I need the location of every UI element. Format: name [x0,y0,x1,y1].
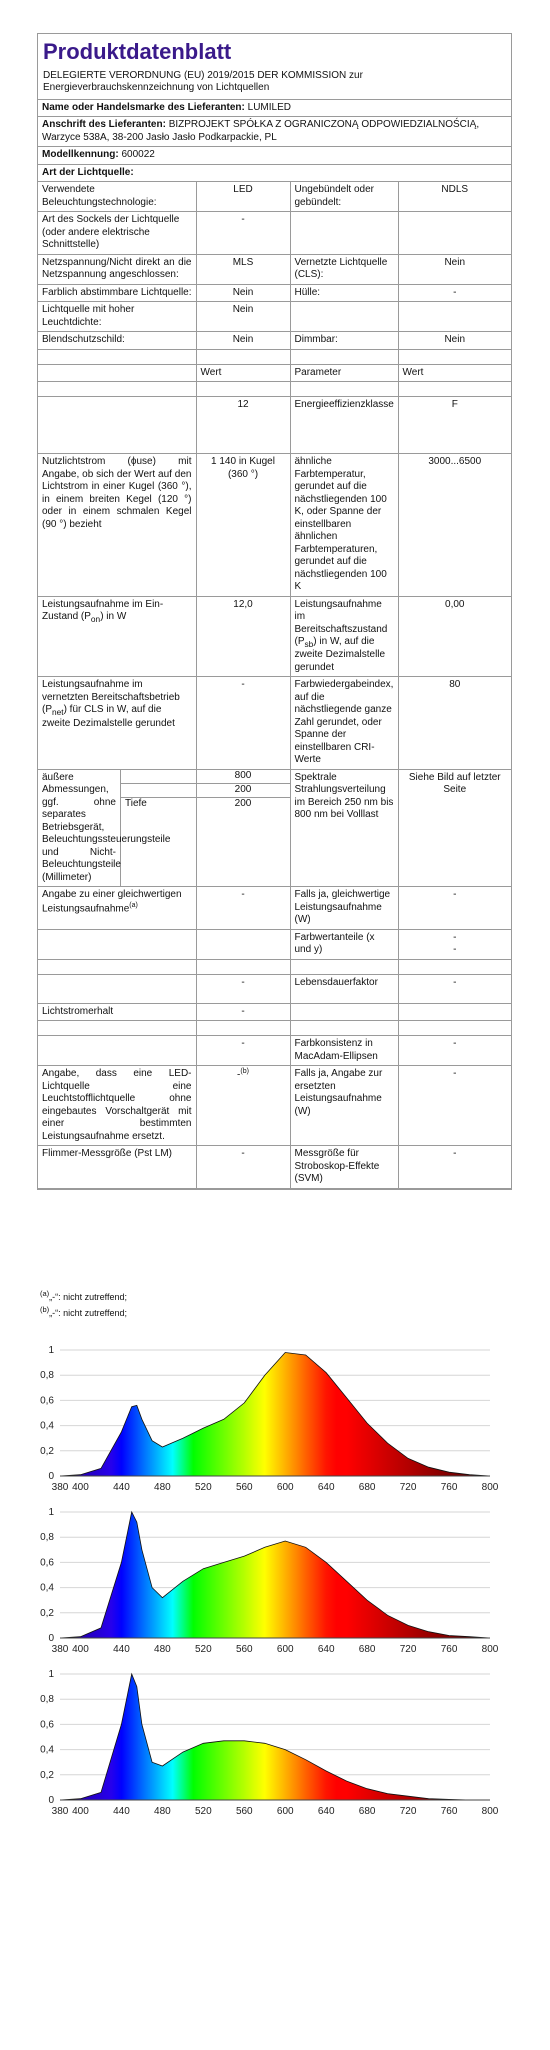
x-tick-label: 720 [399,1806,417,1817]
param-value: - [196,677,290,770]
param-value: F [398,397,511,454]
param-label: Vernetzte Lichtquelle (CLS): [290,254,398,284]
spectrum-chart-2 [40,1502,500,1662]
param-value: MLS [196,254,290,284]
spectrum-chart-3 [40,1664,500,1824]
y-tick-label: 0,6 [40,1395,54,1407]
table-row [38,254,511,284]
dimension-label: Tiefe [125,797,147,809]
param-label: Leistungsaufnahme im vernetzten Bereitschaftsbetrieb $(P_{net})$ für CLS in W, auf die zweite Dezimalstelle gerundet [38,677,196,770]
x-tick-label: 400 [72,1806,89,1817]
param-value: 200 [197,784,290,798]
brand-value: LUMILED [247,101,291,113]
x-tick-label: 380 [51,1644,69,1655]
dimensions-values [196,769,290,887]
param-label: Leistungsaufnahme im Ein-Zustand $(P_{on})$ in W [38,596,196,677]
param-label: Falls ja, Angabe zur ersetzten Leistungsaufnahme (W) [290,1066,398,1146]
x-tick-label: 680 [358,1806,376,1817]
table-spacer [38,349,511,364]
y-tick-label: 0,6 [40,1719,54,1731]
x-tick-label: 520 [194,1482,212,1493]
table-row [38,212,511,255]
x-tick-label: 380 [51,1806,69,1817]
y-tick-label: 0,8 [40,1694,54,1706]
table-spacer [38,959,511,974]
footnote: $^{(a)}$„-“: nicht zutreffend; [40,1289,128,1302]
y-tick-label: 0,8 [40,1532,54,1544]
table-spacer [38,1021,511,1036]
param-label [38,397,196,454]
column-header: Parameter [290,364,398,382]
dimension-label [121,784,196,798]
x-tick-label: 800 [481,1482,499,1493]
param-value: Nein [196,284,290,302]
param-label: Lichtquelle mit hoher Leuchtdichte: [38,302,196,332]
param-value: - [398,1036,511,1066]
x-tick-label: 640 [317,1482,335,1493]
table-row [38,596,511,677]
table-row [38,1003,511,1021]
param-label: Falls ja, gleichwertige Leistungsaufnahme (W) [290,887,398,930]
param-value: -$^{(b)}$ [196,1066,290,1146]
table-row [38,974,511,1003]
dimensions-cell [38,769,196,887]
param-value: 0,00 [398,596,511,677]
x-tick-label: 680 [358,1482,376,1493]
source-type-heading: Art der Lichtquelle: [38,165,511,183]
param-label: Farbkonsistenz in MacAdam-Ellipsen [290,1036,398,1066]
param-label: Farbwiedergabeindex, auf die nächstliegende ganze Zahl gerundet, oder Spanne der einstellbaren CRI-Werte [290,677,398,770]
table-spacer [38,382,511,397]
param-value: 800 [197,770,290,784]
param-label: ähnliche Farbtemperatur, gerundet auf die nächstliegenden 100 K, oder Spanne der einstellbaren ähnlichen Farbtemperaturen, gerundet auf die nächstliegenden 100 K [290,454,398,597]
param-label: äußere Abmessungen, ggf. ohne separates Betriebsgerät, Beleuchtungssteuerungsteile und Nicht-Beleuchtungsteile (Millimeter) [38,770,121,887]
param-value: - [196,1003,290,1021]
x-tick-label: 600 [276,1806,294,1817]
param-value: - [196,1146,290,1189]
page-title: Produktdatenblatt [43,39,232,64]
address-label: Anschrift des Lieferanten: [42,119,166,130]
param-value: 80 [398,677,511,770]
table-row [38,454,511,597]
y-tick-label: 0 [48,1633,54,1644]
x-tick-label: 520 [194,1644,212,1655]
table-row [38,1066,511,1146]
column-header: Wert [398,364,511,382]
param-label: Farblich abstimmbare Lichtquelle: [38,284,196,302]
param-label: Flimmer-Messgröße (Pst LM) [38,1146,196,1189]
table-row [38,397,511,454]
param-value: - [398,1066,511,1146]
param-label: Leistungsaufnahme im Bereitschaftszustand $(P_{sb})$ in W, auf die zweite Dezimalstelle gerundet [290,596,398,677]
param-value: 12 [196,397,290,454]
param-label: Ungebündelt oder gebündelt: [290,182,398,212]
param-label: Lebensdauerfaktor [290,974,398,1003]
y-tick-label: 0,8 [40,1370,54,1382]
param-value: 12,0 [196,596,290,677]
param-label: Verwendete Beleuchtungstechnologie: [38,182,196,212]
x-tick-label: 440 [113,1644,130,1655]
param-label: Art des Sockels der Lichtquelle (oder andere elektrische Schnittstelle) [38,212,196,255]
x-tick-label: 440 [113,1482,130,1493]
x-tick-label: 760 [440,1806,458,1817]
spectrum-area [60,1674,490,1800]
x-tick-label: 680 [358,1644,376,1655]
param-value [398,302,511,332]
address-row [38,117,511,147]
param-value: Nein [398,332,511,350]
spectrum-area [60,1353,490,1477]
param-label [290,302,398,332]
x-tick-label: 800 [481,1806,499,1817]
table-row [38,1036,511,1066]
x-tick-label: 560 [235,1482,253,1493]
y-tick-label: 1 [48,1669,54,1680]
x-tick-label: 480 [154,1806,171,1817]
param-label: Blendschutzschild: [38,332,196,350]
x-tick-label: 600 [276,1644,294,1655]
x-tick-label: 560 [235,1644,253,1655]
y-tick-label: 0,4 [40,1582,54,1594]
x-tick-label: 480 [154,1644,171,1655]
column-header: Wert [196,364,290,382]
table-row [38,332,511,350]
y-tick-label: 0,6 [40,1557,54,1569]
y-tick-label: 0,4 [40,1420,54,1432]
y-tick-label: 0,2 [40,1769,54,1781]
param-value [398,212,511,255]
brand-label: Name oder Handelsmarke des Lieferanten: [42,101,245,113]
x-tick-label: 380 [51,1482,69,1493]
param-value: 1 140 in Kugel (360 °) [196,454,290,597]
model-label: Modellkennung: [42,149,119,160]
param-label: Dimmbar: [290,332,398,350]
param-value: Nein [196,302,290,332]
param-value: LED [196,182,290,212]
param-label: Energieeffizienzklasse [290,397,398,454]
y-tick-label: 0 [48,1471,54,1482]
model-row [38,147,511,165]
product-datasheet [37,33,512,1190]
param-value: - - [398,929,511,959]
param-value: NDLS [398,182,511,212]
param-label: Angabe, dass eine LED-Lichtquelle eine Leuchtstofflichtquelle ohne eingebautes Vorschaltgerät mit einer bestimmten Leistungsaufnahme ersetzt. [38,1066,196,1146]
param-label: Netzspannung/Nicht direkt an die Netzspannung angeschlossen: [38,254,196,284]
param-value: - [196,974,290,1003]
y-tick-label: 0,2 [40,1445,54,1457]
light-source-table [38,182,511,1189]
table-row [38,1146,511,1189]
x-tick-label: 760 [440,1482,458,1493]
x-tick-label: 400 [72,1644,89,1655]
footnotes [40,1288,127,1321]
dimension-label [121,770,196,784]
x-tick-label: 720 [399,1482,417,1493]
param-value: - [398,284,511,302]
param-value: Nein [196,332,290,350]
x-tick-label: 480 [154,1482,171,1493]
x-tick-label: 760 [440,1644,458,1655]
param-value: - [398,974,511,1003]
param-label: Messgröße für Stroboskop-Effekte (SVM) [290,1146,398,1189]
x-tick-label: 520 [194,1806,212,1817]
address-value: BIZPROJEKT SPÓŁKA Z OGRANICZONĄ ODPOWIEDZIALNOŚCIĄ, Warzyce 538A, 38-200 Jasło Jasło Podkarpackie, PL [42,119,480,143]
regulation-subtitle: DELEGIERTE VERORDNUNG (EU) 2019/2015 DER KOMMISSION zur Energieverbrauchskennzeichnung von Lichtquellen [38,68,511,100]
x-tick-label: 720 [399,1644,417,1655]
table-row [38,677,511,770]
spectrum-chart-1 [40,1340,500,1500]
param-value: Siehe Bild auf letzter Seite [398,769,511,887]
table-row [38,769,511,887]
table-row [38,887,511,930]
y-tick-label: 0,4 [40,1744,54,1756]
x-tick-label: 400 [72,1482,89,1493]
model-value: 600022 [121,149,155,160]
param-value: - [398,887,511,930]
x-tick-label: 600 [276,1482,294,1493]
param-value: 3000...6500 [398,454,511,597]
table-header-row [38,364,511,382]
y-tick-label: 0,2 [40,1607,54,1619]
param-value: - [196,212,290,255]
x-tick-label: 800 [481,1644,499,1655]
param-value: - [196,1036,290,1066]
param-value: 200 [234,797,252,809]
param-label: Lichtstromerhalt [38,1003,196,1021]
x-tick-label: 560 [235,1806,253,1817]
param-label: Hülle: [290,284,398,302]
table-row [38,284,511,302]
x-tick-label: 640 [317,1644,335,1655]
x-tick-label: 440 [113,1806,130,1817]
brand-row [38,100,511,118]
y-tick-label: 0 [48,1795,54,1806]
param-label: Farbwertanteile (x und y) [290,929,398,959]
param-label [290,212,398,255]
table-row [38,302,511,332]
table-row [38,929,511,959]
y-tick-label: 1 [48,1345,54,1356]
table-row [38,182,511,212]
footnote: $^{(b)}$„-“: nicht zutreffend; [40,1305,128,1319]
param-label: Angabe zu einer gleichwertigen Leistungsaufnahme$^{(a)}$ [38,887,196,930]
param-label: Nutzlichtstrom (ϕuse) mit Angabe, ob sich der Wert auf den Lichtstrom in einer Kugel (360 °), in einem breiten Kegel (120 °) oder in einem schmalen Kegel (90 °) bezieht [38,454,196,597]
x-tick-label: 640 [317,1806,335,1817]
param-value: - [196,887,290,930]
spectrum-area [60,1512,490,1638]
param-label: Spektrale Strahlungsverteilung im Bereich 250 nm bis 800 nm bei Volllast [290,769,398,887]
y-tick-label: 1 [48,1507,54,1518]
param-value: Nein [398,254,511,284]
param-value: - [398,1146,511,1189]
